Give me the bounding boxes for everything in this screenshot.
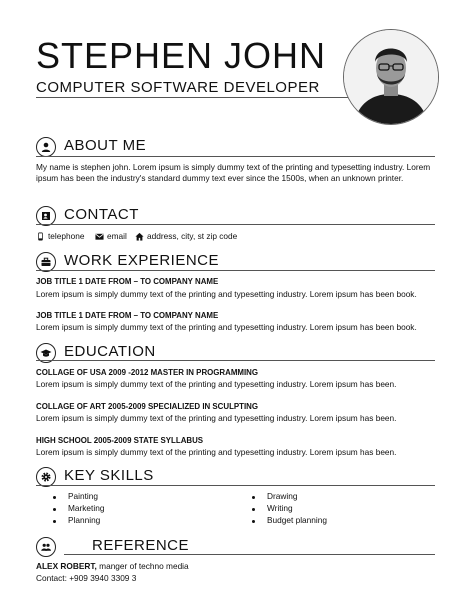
work-section-title: WORK EXPERIENCE — [64, 252, 220, 269]
bullet-icon — [53, 520, 56, 523]
work-divider — [36, 270, 435, 271]
education-1-description: Lorem ipsum is simply dummy text of the printing and typesetting industry. Lorem ipsum has been. — [36, 379, 397, 389]
job-2-description: Lorem ipsum is simply dummy text of the printing and typesetting industry. Lorem ipsum has been book. — [36, 322, 417, 332]
address-card-icon — [36, 206, 56, 226]
job-2-title: JOB TITLE 1 DATE FROM – TO COMPANY NAME — [36, 311, 219, 320]
skills-section-title: KEY SKILLS — [64, 467, 154, 484]
reference-person — [36, 561, 189, 571]
contact-section-title: CONTACT — [64, 206, 139, 223]
person-icon — [36, 137, 56, 157]
about-divider — [36, 156, 435, 157]
contact-address-label: address, city, st zip code — [147, 231, 238, 241]
reference-contact: Contact: +909 3940 3309 3 — [36, 573, 137, 583]
skill-item: Painting — [68, 491, 98, 501]
job-1-title: JOB TITLE 1 DATE FROM – TO COMPANY NAME — [36, 277, 219, 286]
reference-section-title: REFERENCE — [92, 537, 190, 554]
education-3-title: HIGH SCHOOL 2005-2009 STATE SYLLABUS — [36, 436, 204, 445]
reference-position: manger of techno media — [96, 561, 189, 571]
contact-email-label: email — [107, 231, 127, 241]
contact-phone-label: telephone — [48, 231, 85, 241]
reference-name: ALEX ROBERT, — [36, 561, 97, 571]
contact-address — [135, 231, 237, 241]
profile-photo — [343, 29, 439, 125]
bullet-icon — [252, 496, 255, 499]
job-1-description: Lorem ipsum is simply dummy text of the printing and typesetting industry. Lorem ipsum has been book. — [36, 289, 417, 299]
skill-item: Planning — [68, 515, 101, 525]
reference-divider — [64, 554, 435, 555]
home-icon — [135, 232, 144, 241]
education-2-description: Lorem ipsum is simply dummy text of the printing and typesetting industry. Lorem ipsum has been. — [36, 413, 397, 423]
skills-divider — [36, 485, 435, 486]
people-icon — [36, 537, 56, 557]
bullet-icon — [53, 508, 56, 511]
skill-item: Marketing — [68, 503, 105, 513]
education-divider — [36, 360, 435, 361]
candidate-name: STEPHEN JOHN — [36, 35, 327, 76]
contact-divider — [36, 224, 435, 225]
briefcase-icon — [36, 252, 56, 272]
about-section-title: ABOUT ME — [64, 137, 147, 154]
education-2-title: COLLAGE OF ART 2005-2009 SPECIALIZED IN SCULPTING — [36, 402, 258, 411]
about-text: My name is stephen john. Lorem ipsum is simply dummy text of the printing and typesetting industry. Lorem ipsum has been the industry's standard dummy text ever since the 1500s, when an unknown printer. — [36, 162, 431, 184]
education-section-title: EDUCATION — [64, 343, 156, 360]
contact-phone — [36, 231, 84, 241]
email-icon — [95, 232, 104, 241]
bullet-icon — [252, 520, 255, 523]
contact-email — [95, 231, 127, 241]
skill-item: Budget planning — [267, 515, 327, 525]
skill-item: Writing — [267, 503, 293, 513]
job-role: COMPUTER SOFTWARE DEVELOPER — [36, 79, 320, 96]
gear-icon — [36, 467, 56, 487]
skill-item: Drawing — [267, 491, 298, 501]
header-divider — [36, 97, 348, 98]
education-1-title: COLLAGE OF USA 2009 -2012 MASTER IN PROGRAMMING — [36, 368, 258, 377]
profile-photo-image — [344, 30, 438, 124]
education-3-description: Lorem ipsum is simply dummy text of the printing and typesetting industry. Lorem ipsum has been. — [36, 447, 397, 457]
phone-icon — [36, 232, 45, 241]
bullet-icon — [53, 496, 56, 499]
bullet-icon — [252, 508, 255, 511]
